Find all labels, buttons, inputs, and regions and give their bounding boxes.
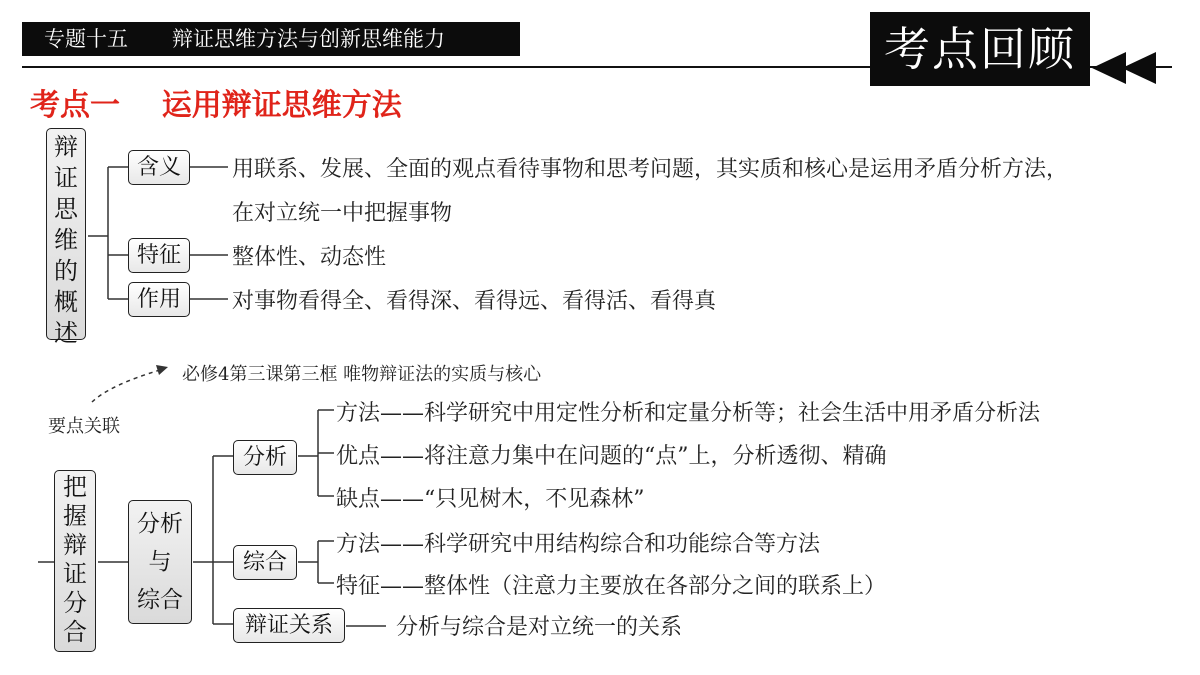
overview-label-feature: 特征 (128, 238, 190, 273)
synthesis-root-char: 合 (63, 618, 87, 646)
synthesis-mid-text: 与 (148, 549, 172, 575)
section-title: 考点一 运用辩证思维方法 (30, 88, 402, 123)
overview-root-char: 的 (54, 257, 78, 285)
synthesis-root-char: 把 (63, 473, 87, 501)
synthesis-mid-node (128, 500, 192, 624)
synthesis-root-char: 分 (63, 589, 87, 617)
analysis-label: 分析 (233, 440, 297, 475)
overview-root-char: 述 (54, 319, 78, 347)
synthesis-mid-text: 分析 (137, 511, 183, 537)
topic-title: 辩证思维方法与创新思维能力 (172, 27, 445, 51)
overview-meaning-text-cont: 在对立统一中把握事物 (232, 201, 453, 226)
overview-root-char: 概 (54, 288, 78, 316)
combination-method-text: 方法——科学研究中用结构综合和功能综合等方法 (336, 532, 821, 557)
topic-number: 专题十五 (44, 27, 128, 51)
overview-meaning-text: 用联系、发展、全面的观点看待事物和思考问题，其实质和核心是运用矛盾分析方法， (232, 157, 1069, 182)
overview-label-meaning: 含义 (128, 150, 190, 185)
synthesis-root-char: 辩 (63, 531, 87, 559)
synthesis-root (54, 470, 96, 652)
relation-text: 分析与综合是对立统一的关系 (396, 615, 683, 640)
overview-feature-text: 整体性、动态性 (232, 245, 387, 270)
analysis-strength-text: 优点——将注意力集中在问题的“点”上，分析透彻、精确 (336, 444, 887, 469)
overview-root-char: 证 (54, 164, 78, 192)
analysis-weakness-text: 缺点——“只见树木，不见森林” (336, 487, 645, 512)
synthesis-root-char: 证 (63, 560, 87, 588)
analysis-method-text: 方法——科学研究中用定性分析和定量分析等；社会生活中用矛盾分析法 (336, 401, 1041, 426)
overview-root (46, 128, 86, 347)
relation-label: 辩证关系 (233, 608, 345, 643)
link-note-reference: 必修4第三课第三框 唯物辩证法的实质与核心 (182, 364, 542, 385)
overview-label-function: 作用 (128, 282, 190, 317)
link-note-label: 要点关联 (48, 416, 120, 437)
overview-function-text: 对事物看得全、看得深、看得远、看得活、看得真 (232, 289, 717, 314)
review-badge: 考点回顾 (870, 12, 1090, 86)
double-arrow-left-icon (1092, 50, 1162, 86)
overview-root-char: 维 (54, 226, 78, 254)
synthesis-root-char: 握 (63, 502, 87, 530)
overview-root-char: 辩 (54, 133, 78, 161)
overview-root-char: 思 (54, 195, 78, 223)
combination-feature-text: 特征——整体性（注意力主要放在各部分之间的联系上） (336, 574, 887, 599)
synthesis-mid-text: 综合 (137, 587, 183, 613)
combination-label: 综合 (233, 545, 297, 580)
topic-bar (22, 22, 520, 56)
